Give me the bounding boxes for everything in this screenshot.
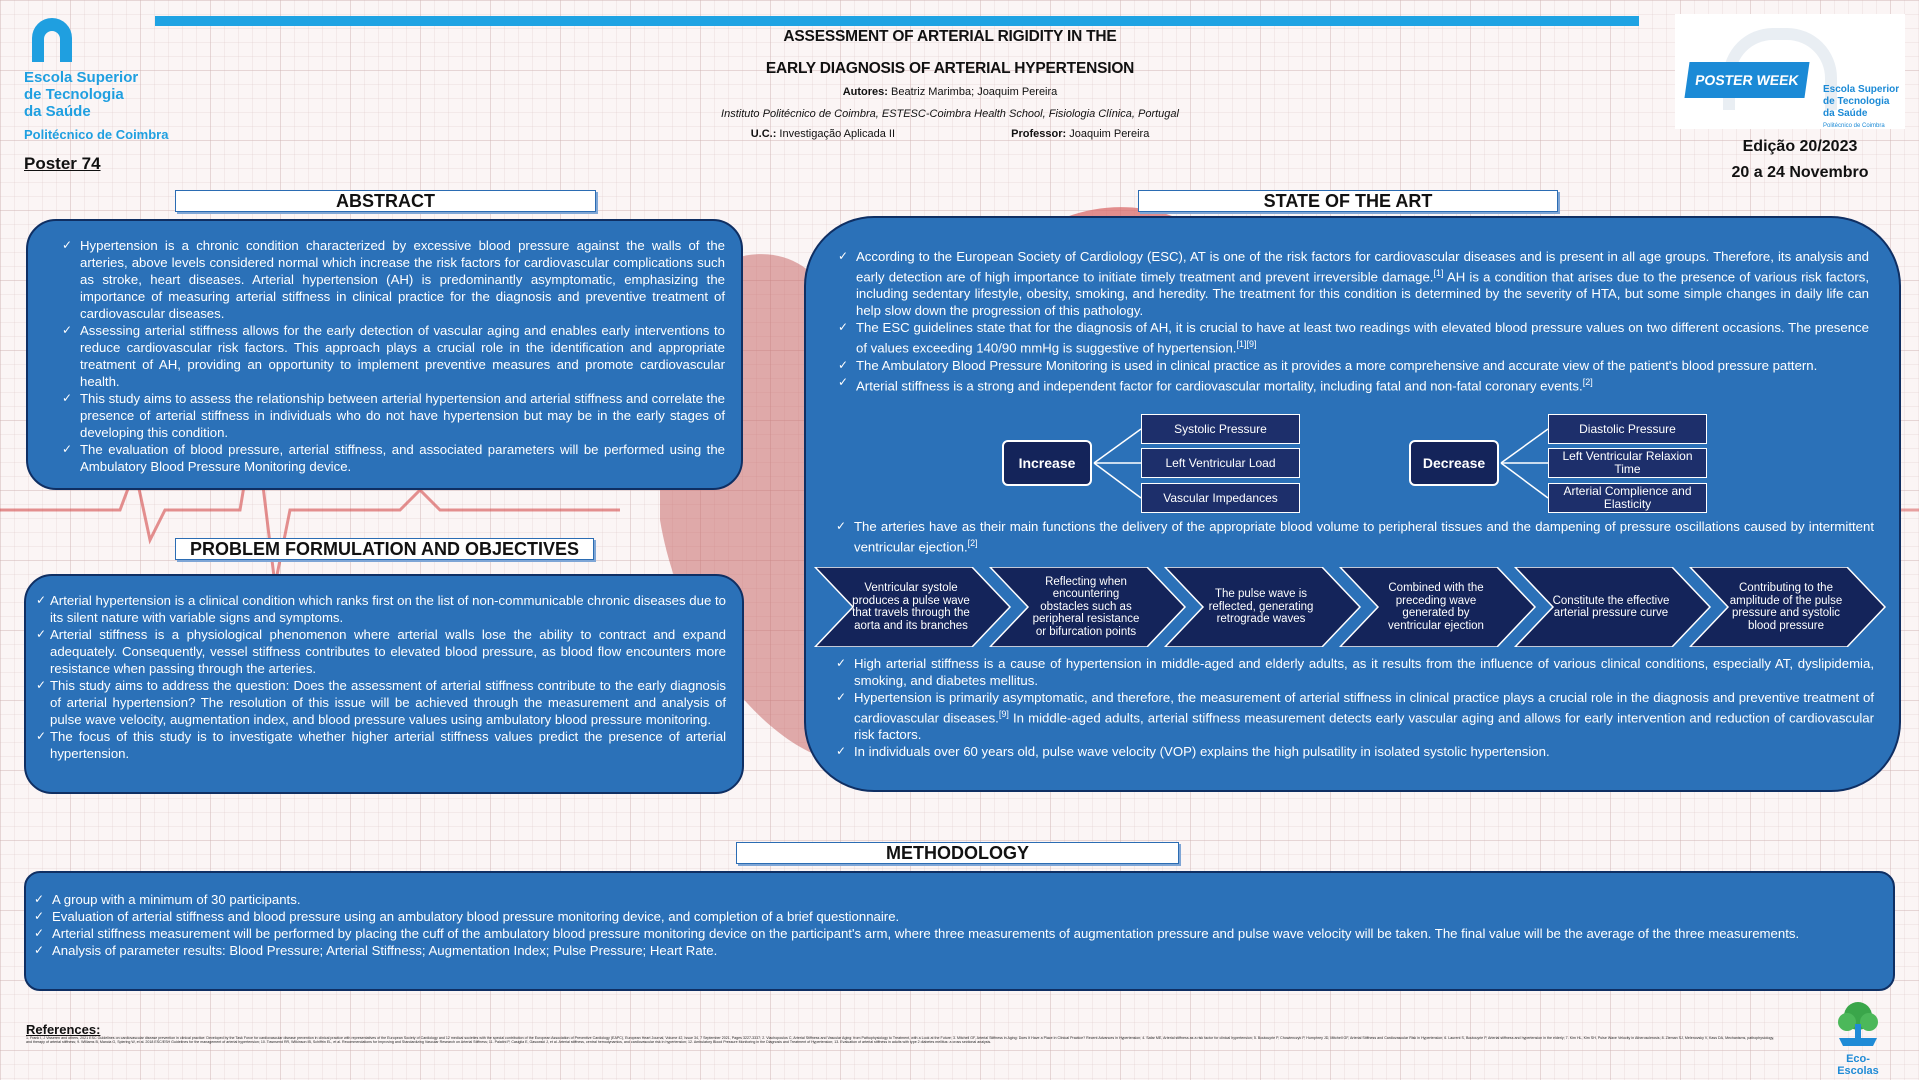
process-step-1: Ventricular systole produces a pulse wave that travels through the aorta and its branches bbox=[852, 582, 970, 632]
decrease-item-arterial-compliance: Arterial Complience and Elasticity bbox=[1548, 483, 1707, 513]
methodology-item: ✓ Evaluation of arterial stiffness and blood pressure using an ambulatory blood pressure monitoring device, and completion of a brief questionnaire. bbox=[34, 908, 1883, 925]
problem-panel bbox=[24, 574, 744, 794]
poster-week-school bbox=[1823, 84, 1899, 132]
authors-label: Autores: bbox=[842, 86, 888, 98]
poster-week-school-line: Escola Superior bbox=[1823, 84, 1900, 95]
sota-middle-text bbox=[832, 518, 1874, 558]
methodology-title: METHODOLOGY bbox=[736, 842, 1179, 864]
sota-item bbox=[838, 248, 1869, 319]
edition-dates: 20 a 24 Novembro bbox=[1731, 164, 1869, 181]
poster-title-line1: ASSESSMENT OF ARTERIAL RIGIDITY IN THE bbox=[783, 28, 1117, 45]
poster-title-line2: EARLY DIAGNOSIS OF ARTERIAL HYPERTENSION bbox=[765, 60, 1135, 77]
pulse-wave-process-flow bbox=[812, 567, 1892, 647]
problem-item: ✓ Arterial hypertension is a clinical condition which ranks first on the list of non-communicable chronic diseases due to its silent nature with variable signs and symptoms. bbox=[36, 592, 726, 626]
increase-box: Increase bbox=[1002, 440, 1092, 486]
increase-item-left-ventricular-load: Left Ventricular Load bbox=[1141, 448, 1300, 478]
problem-item: ✓ Arterial stiffness is a physiological phenomenon where arterial walls lose the ability to contract and expand adequately. Consequently, vessel stiffness contributes to elevated blood pressure, as blood flow encounters more resistance when passing through the arteries. bbox=[36, 626, 726, 677]
abstract-item: ✓ This study aims to assess the relationship between arterial hypertension and arterial stiffness and correlate the presence of arterial stiffness in individuals who do not have hypertension but may be in the early stages of developing this condition. bbox=[62, 390, 725, 441]
professor-value: Joaquim Pereira bbox=[1069, 128, 1150, 140]
abstract-item: ✓ Assessing arterial stiffness allows for the early detection of vascular aging and enables early interventions to reduce cardiovascular risk factors. This approach plays a crucial role in the identification and appropriate treatment of AH, providing an opportunity to implement preventive measures and promote cardiovascular health. bbox=[62, 322, 725, 390]
abstract-item: ✓ The evaluation of blood pressure, arterial stiffness, and associated parameters will be performed using the Ambulatory Blood Pressure Monitoring device. bbox=[62, 441, 725, 475]
sota-item bbox=[838, 374, 1869, 394]
stiffness-effects-connectors bbox=[804, 405, 1901, 525]
problem-list bbox=[36, 592, 726, 762]
sota-item-text: In middle-aged adults, arterial stiffness measurement detects early vascular aging and allows for early intervention and reduction of cardiovascular risk factors. bbox=[854, 710, 1874, 743]
decrease-box: Decrease bbox=[1409, 440, 1499, 486]
sota-item bbox=[836, 689, 1874, 743]
process-step-4: Combined with the preceding wave generated by ventricular ejection bbox=[1388, 582, 1484, 632]
process-step-3: The pulse wave is reflected, generating retrograde waves bbox=[1208, 588, 1314, 626]
poster-title-block bbox=[600, 28, 1300, 140]
methodology-panel bbox=[24, 871, 1895, 991]
sota-item: ✓ High arterial stiffness is a cause of hypertension in middle-aged and elderly adults, as it results from the influence of various clinical conditions, especially AT, dyslipidemia, smoking, and diabetes mellitus. bbox=[836, 655, 1874, 689]
eco-escolas-label: Eco-Escolas bbox=[1837, 1053, 1879, 1077]
decrease-item-lv-relaxation-time: Left Ventricular Relaxion Time bbox=[1548, 448, 1707, 478]
decrease-item-diastolic-pressure: Diastolic Pressure bbox=[1548, 414, 1707, 444]
institute-line: Instituto Politécnico de Coimbra, ESTESC-Coimbra Health School, Fisiologia Clínica, Portugal bbox=[721, 108, 1179, 120]
sota-item-text: AH is a condition that arises due to the presence of various risk factors, including sedentary lifestyle, obesity, smoking, and heredity. The treatment for this condition is determined by the severity of HTA, but some simple changes in daily life can help slow down the progression of this pathology. bbox=[856, 269, 1869, 319]
eco-escolas-logo bbox=[1828, 1000, 1888, 1077]
header-accent-bar bbox=[155, 16, 1639, 26]
school-name-line: Escola Superior bbox=[24, 69, 139, 86]
school-logo bbox=[24, 14, 194, 146]
problem-title: PROBLEM FORMULATION AND OBJECTIVES bbox=[175, 538, 594, 560]
uc-label: U.C.: bbox=[750, 128, 777, 140]
sota-item-text: Hypertension is primarily asymptomatic, and therefore, the measurement of arterial stiffness in clinical practice plays a crucial role in the diagnosis and preventive treatment of cardiovascular diseases. bbox=[854, 690, 1874, 726]
poster-number: Poster 74 bbox=[24, 154, 101, 173]
sota-item-text: The arteries have as their main functions the delivery of the appropriate blood volume to peripheral tissues and the dampening of pressure oscillations caused by intermittent ventricular ejection. bbox=[854, 519, 1874, 555]
methodology-item: ✓ A group with a minimum of 30 participants. bbox=[34, 891, 1883, 908]
references-text: 1. Frank I, J Visseren and others, 2021 ESC Guidelines on cardiovascular disease prevention in clinical practice: Developed by the Task Force for cardiovascular disease prevention in clinical practice with representatives of the European Society of Cardiology and 12 medical societies with the special contribution of the European Association of Preventive Cardiology (EAPC), European Heart Journal, Volume 42, Issue 34, 7 September 2021, Pages 3227-3337; 2. Vlachopoulos C, Arterial Stiffness and Vascular Aging: from Pathophysiology to Treatment, with a Look at the Future; 3. Mitchell GF, Arterial Stiffness in Aging: Does It Have a Place in Clinical Practice? Recent Advances in Hypertension; 4. Safar ME, Arterial stiffness as a risk factor for clinical hypertension; 5. Boutouyrie P, Chowienczyk P, Humphrey JD, Mitchell GF, Arterial Stiffness and Cardiovascular Risk in Hypertension; 6. Laurent S, Boutouyrie P, Arterial stiffness and hypertension in the elderly; 7. Kim HL, Kim SH, Pulse Wave Velocity in Atherosclerosis; 8. Zieman SJ, Melenovsky V, Kass DA, Mechanisms, pathophysiology, and therapy of arterial stiffness; 9. Williams B, Mancia G, Spiering W, et al. 2018 ESC/ESH Guidelines for the management of arterial hypertension; 10. Townsend RR, Wilkinson IB, Schiffrin EL, et al. Recommendations for Improving and Standardizing Vascular Research on Arterial Stiffness; 11. Palatini P, Casiglia E, Gasowski J, et al. Arterial stiffness, central hemodynamics, and cardiovascular risk in hypertension; 12. Ambulatory Blood Pressure Monitoring in the Diagnosis and Treatment of Hypertension; 13. Evaluation of arterial stiffness in adults with type 2 diabetes mellitus: a cross sectional analysis. bbox=[26, 1036, 1774, 1045]
professor-label: Professor: bbox=[1011, 128, 1067, 140]
poster-week-logo bbox=[1675, 14, 1905, 129]
methodology-item: ✓ Arterial stiffness measurement will be performed by placing the cuff of the ambulatory blood pressure monitoring device on the participant's arm, where three measurements of augmentation pressure and pulse wave velocity will be taken. The final value will be the average of the three measurements. bbox=[34, 925, 1883, 942]
references-title: References: bbox=[26, 1022, 101, 1037]
process-step-5: Constitute the effective arterial pressure curve bbox=[1552, 594, 1670, 619]
poster-week-ribbon: POSTER WEEK bbox=[1684, 62, 1809, 98]
increase-item-systolic-pressure: Systolic Pressure bbox=[1141, 414, 1300, 444]
sota-bottom-text bbox=[832, 655, 1874, 765]
school-name-line: de Tecnologia bbox=[24, 86, 124, 103]
connector-line bbox=[1094, 463, 1141, 498]
uc-value: Investigação Aplicada II bbox=[779, 128, 895, 140]
sota-list-top bbox=[838, 248, 1869, 394]
abstract-item: ✓ Hypertension is a chronic condition characterized by excessive blood pressure against the walls of the arteries, above levels considered normal which increase the risk factors for cardiovascular complications such as stroke, heart diseases. Arterial hypertension (AH) is predominantly asymptomatic, emphasizing the importance of measuring arterial stiffness in clinical practice for the diagnosis and preventive treatment of cardiovascular diseases. bbox=[62, 237, 725, 322]
edition-info bbox=[1700, 134, 1900, 186]
school-name bbox=[24, 69, 204, 120]
process-step-2: Reflecting when encountering obstacles such as peripheral resistance or bifurcation points bbox=[1032, 575, 1140, 638]
sota-item-text: According to the European Society of Cardiology (ESC), AT is one of the risk factors for cardiovascular diseases and is present in all age groups. Therefore, its analysis and early detection are of high importance to initiate timely treatment and prevent irreversible damage. bbox=[856, 249, 1869, 285]
sota-item bbox=[838, 319, 1869, 356]
sota-list-bottom bbox=[836, 655, 1874, 760]
citation: [9] bbox=[998, 709, 1009, 719]
sota-item: ✓ In individuals over 60 years old, pulse wave velocity (VOP) explains the high pulsatility in isolated systolic hypertension. bbox=[836, 743, 1874, 760]
citation: [2] bbox=[967, 538, 978, 548]
connector-line bbox=[1501, 463, 1548, 498]
authors-line bbox=[600, 86, 1300, 98]
increase-item-vascular-impedances: Vascular Impedances bbox=[1141, 483, 1300, 513]
authors-names: Beatriz Marimba; Joaquim Pereira bbox=[891, 86, 1058, 98]
citation: [1] bbox=[1433, 268, 1444, 278]
process-step-6: Contributing to the amplitude of the pulse pressure and systolic blood pressure bbox=[1729, 582, 1843, 632]
edition-label: Edição 20/2023 bbox=[1742, 138, 1858, 155]
poster-week-school-line: da Saúde bbox=[1823, 108, 1868, 119]
school-institution: Politécnico de Coimbra bbox=[24, 127, 169, 142]
connector-line bbox=[1094, 429, 1141, 463]
connector-line bbox=[1501, 429, 1548, 463]
citation: [2] bbox=[1582, 376, 1593, 387]
school-name-line: da Saúde bbox=[24, 103, 91, 120]
citation: [1][9] bbox=[1236, 339, 1257, 350]
sota-title: STATE OF THE ART bbox=[1138, 190, 1558, 212]
uc-professor-line bbox=[600, 128, 1300, 140]
sota-item bbox=[836, 518, 1874, 555]
problem-item: ✓ This study aims to address the question: Does the assessment of arterial stiffness contribute to the early diagnosis of arterial hypertension? The resolution of this issue will be achieved through the measurement and analysis of pulse wave velocity, augmentation index, and blood pressure values using ambulatory blood pressure monitoring. bbox=[36, 677, 726, 728]
tree-icon bbox=[1833, 1000, 1883, 1046]
poster-week-school-line: de Tecnologia bbox=[1823, 96, 1890, 107]
arch-logo-icon bbox=[26, 14, 78, 62]
sota-item: ✓ The Ambulatory Blood Pressure Monitoring is used in clinical practice as it provides a more comprehensive and accurate view of the patient's blood pressure pattern. bbox=[838, 357, 1869, 374]
abstract-title: ABSTRACT bbox=[175, 190, 596, 212]
problem-item: ✓ The focus of this study is to investigate whether higher arterial stiffness values predict the presence of arterial hypertension. bbox=[36, 728, 726, 762]
abstract-panel bbox=[26, 219, 743, 490]
abstract-list bbox=[62, 237, 725, 475]
methodology-item: ✓ Analysis of parameter results: Blood Pressure; Arterial Stiffness; Augmentation Index; Pulse Pressure; Heart Rate. bbox=[34, 942, 1883, 959]
sota-list-middle bbox=[836, 518, 1874, 555]
sota-item-text: Arterial stiffness is a strong and independent factor for cardiovascular mortality, including fatal and non-fatal coronary events. bbox=[856, 378, 1583, 394]
sota-item-text: The ESC guidelines state that for the diagnosis of AH, it is crucial to have at least two readings with elevated blood pressure values on two different occasions. The presence of values exceeding 140/90 mmHg is suggestive of hypertension. bbox=[856, 320, 1869, 356]
methodology-list bbox=[34, 891, 1883, 959]
poster-week-institution: Politécnico de Coimbra bbox=[1823, 123, 1885, 129]
